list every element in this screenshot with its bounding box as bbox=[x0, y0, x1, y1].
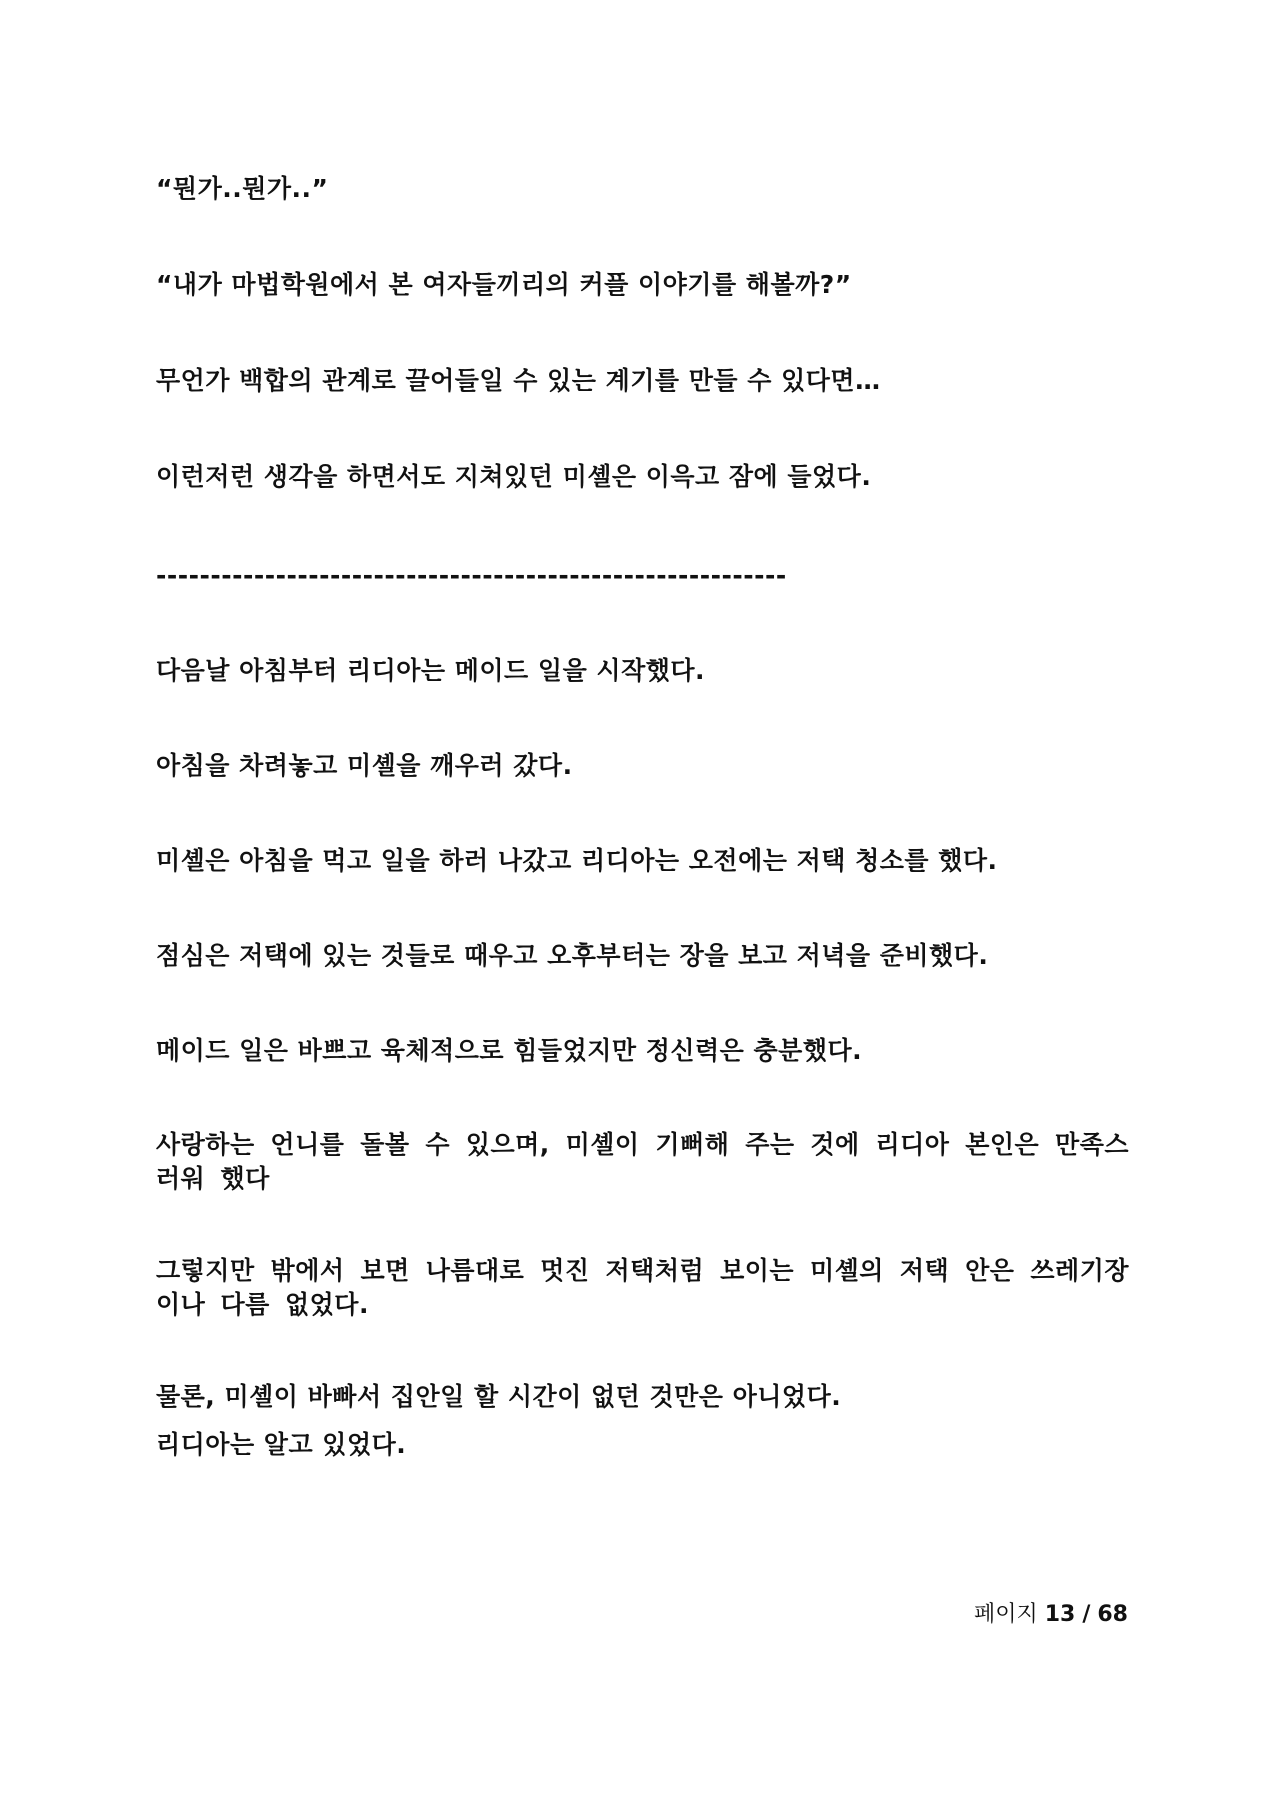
page-label: 페이지 bbox=[973, 1602, 1038, 1627]
paragraph-9: 메이드 일은 바쁘고 육체적으로 힘들었지만 정신력은 충분했다. bbox=[156, 1036, 863, 1065]
paragraph-12: 물론, 미셸이 바빠서 집안일 할 시간이 없던 것만은 아니었다. bbox=[156, 1382, 842, 1411]
section-separator: ---------------------------------------------------------- bbox=[156, 561, 787, 590]
paragraph-6: 아침을 차려놓고 미셸을 깨우러 갔다. bbox=[156, 751, 573, 780]
paragraph-5: 다음날 아침부터 리디아는 메이드 일을 시작했다. bbox=[156, 656, 706, 685]
paragraph-4: 이런저런 생각을 하면서도 지쳐있던 미셸은 이윽고 잠에 들었다. bbox=[156, 462, 872, 491]
paragraph-2: “내가 마법학원에서 본 여자들끼리의 커플 이야기를 해볼까?” bbox=[156, 270, 852, 299]
total-pages-number: 68 bbox=[1097, 1602, 1128, 1627]
paragraph-8: 점심은 저택에 있는 것들로 때우고 오후부터는 장을 보고 저녁을 준비했다. bbox=[156, 941, 989, 970]
paragraph-13: 리디아는 알고 있었다. bbox=[156, 1430, 407, 1459]
page-divider: / bbox=[1082, 1602, 1091, 1627]
page-footer bbox=[974, 1600, 1128, 1630]
paragraph-7: 미셸은 아침을 먹고 일을 하러 나갔고 리디아는 오전에는 저택 청소를 했다. bbox=[156, 846, 998, 875]
paragraph-10: 사랑하는 언니를 돌볼 수 있으며, 미셸이 기뻐해 주는 것에 리디아 본인은 만족스러워 했다 bbox=[156, 1130, 1129, 1193]
paragraph-3: 무언가 백합의 관계로 끌어들일 수 있는 계기를 만들 수 있다면… bbox=[156, 366, 881, 395]
paragraph-1: “뭔가..뭔가..” bbox=[156, 174, 329, 203]
current-page-number: 13 bbox=[1044, 1602, 1076, 1627]
paragraph-11: 그렇지만 밖에서 보면 나름대로 멋진 저택처럼 보이는 미셸의 저택 안은 쓰레기장이나 다름 없었다. bbox=[156, 1256, 1129, 1319]
